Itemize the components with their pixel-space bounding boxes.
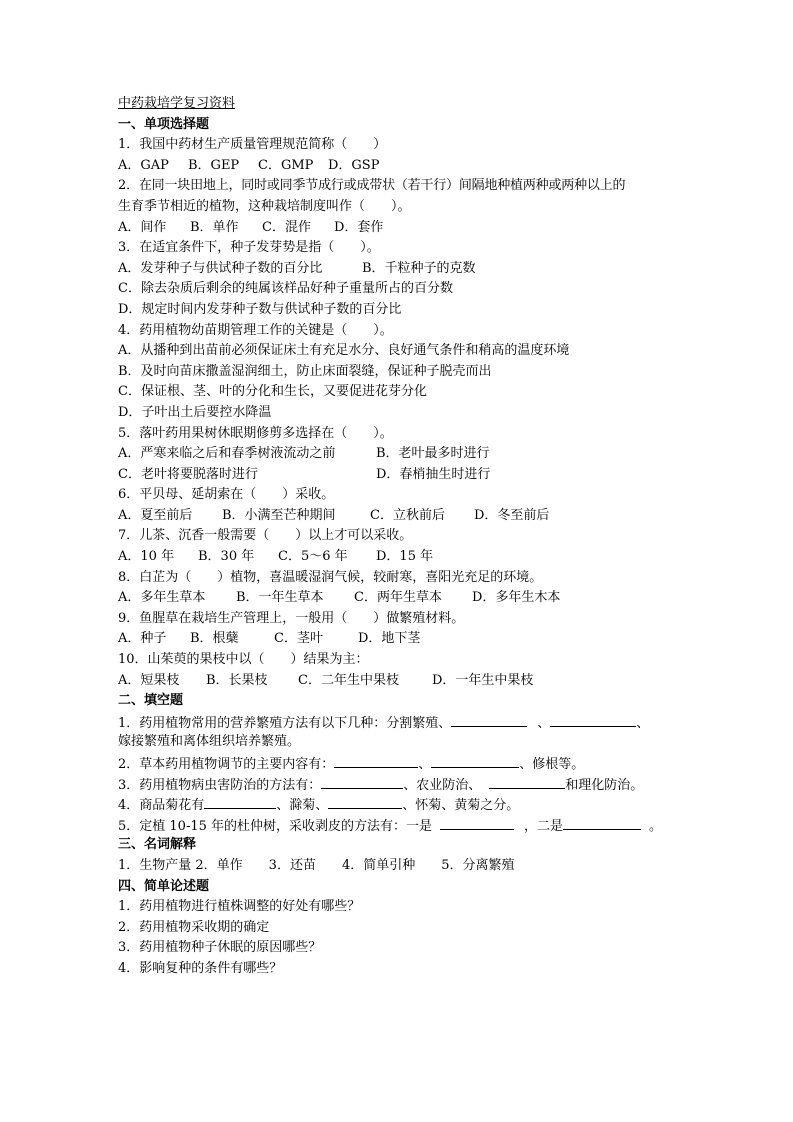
- option: A．10 年: [118, 549, 175, 565]
- question-text: ，二是: [524, 818, 564, 834]
- essay-question-2: 2．药用植物采收期的确定: [118, 919, 270, 935]
- option: A．GAP: [118, 157, 169, 173]
- option: C．立秋前后: [370, 507, 445, 523]
- essay-question-1: 1．药用植物进行植株调整的好处有哪些？: [118, 899, 361, 915]
- option: C．二年生中果枝: [298, 672, 399, 688]
- option: A．严寒来临之后和春季树液流动之前: [118, 446, 336, 462]
- question-9-options: [118, 629, 678, 650]
- option: C．两年生草本: [354, 590, 442, 606]
- option: B．30 年: [198, 549, 255, 565]
- question-text: 、: [418, 757, 432, 772]
- option: A．短果枝: [118, 672, 180, 688]
- question-text: 2．草本药用植物调节的主要内容有：: [118, 757, 335, 772]
- essay-question-4: 4．影响复种的条件有哪些？: [118, 960, 283, 976]
- option: B．及时向苗床撒盖湿润细土，防止床面裂缝，保证种子脱壳而出: [118, 363, 492, 379]
- essay-question-3: 3．药用植物种子休眠的原因哪些？: [118, 940, 322, 956]
- question-2-options: [118, 218, 678, 239]
- question-5-options-ab: [118, 444, 678, 465]
- question-7: 7．儿茶、沉香一般需要（ ）以上才可以采收。: [118, 528, 413, 544]
- section-heading-essay: 四、简单论述题: [118, 878, 210, 894]
- option: D．春梢抽生时进行: [376, 466, 491, 482]
- question-10: 10．山茱萸的果枝中以（ ）结果为主：: [118, 652, 369, 668]
- option: B．GEP: [188, 157, 240, 173]
- option: C．除去杂质后剩余的纯属该样品好种子重量所占的百分数: [118, 281, 453, 297]
- option: A．间作: [118, 219, 167, 235]
- answer-blank[interactable]: [334, 753, 418, 768]
- question-text: 3．药用植物病虫害防治的方法有：: [118, 777, 322, 793]
- option: A．夏至前后: [118, 507, 193, 523]
- question-7-options: [118, 547, 678, 568]
- option: B．根蘖: [190, 631, 239, 647]
- section-heading-fill-blank: 二、填空题: [118, 693, 184, 709]
- option: D．15 年: [376, 549, 434, 565]
- question-2-line-2: 生育季节相近的植物，这种栽培制度叫作（ ）。: [118, 198, 411, 214]
- option: D．冬至前后: [474, 507, 550, 523]
- document-title: 中药栽培学复习资料: [118, 96, 236, 111]
- option: A．发芽种子与供试种子数的百分比: [118, 260, 323, 276]
- question-text: 、怀菊、黄菊之分。: [402, 798, 520, 814]
- option: C．混作: [262, 219, 311, 235]
- question-6-options: [118, 506, 678, 527]
- option: B．老叶最多时进行: [376, 446, 490, 462]
- section-heading-terms: 三、名词解释: [118, 837, 197, 853]
- question-1-options: [118, 156, 678, 177]
- option: A．种子: [118, 631, 167, 647]
- option: A．多年生草本: [118, 590, 206, 606]
- answer-blank[interactable]: [321, 774, 403, 789]
- answer-blank[interactable]: [489, 774, 565, 789]
- question-8: 8．白芷为（ ）植物，喜温暖湿润气候，较耐寒，喜阳光充足的环境。: [118, 569, 543, 585]
- question-text: 、: [636, 715, 650, 731]
- question-9: 9．鱼腥草在栽培生产管理上，一般用（ ）做繁殖材料。: [118, 610, 465, 626]
- section-heading-single-choice: 一、单项选择题: [118, 116, 210, 132]
- answer-blank[interactable]: [550, 712, 636, 727]
- option: D．GSP: [328, 157, 380, 173]
- answer-blank[interactable]: [328, 794, 402, 809]
- question-2-line-1: 2．在同一块田地上，同时或同季节成行或成带状（若干行）间隔地种植两种或两种以上的: [118, 178, 626, 194]
- fill-question-1-cont: 嫁接繁殖和离体组织培养繁殖。: [118, 734, 301, 750]
- option: C．老叶将要脱落时进行: [118, 466, 258, 482]
- question-4: 4．药用植物幼苗期管理工作的关键是（ ）。: [118, 322, 393, 338]
- question-10-options: [118, 671, 678, 692]
- option: D．规定时间内发芽种子数与供试种子数的百分比: [118, 301, 402, 317]
- option: D．一年生中果枝: [432, 672, 534, 688]
- question-3-options-ab: [118, 259, 678, 280]
- option: B．长果枝: [206, 672, 268, 688]
- answer-blank[interactable]: [563, 815, 641, 830]
- document-page: [118, 94, 678, 980]
- question-3: 3．在适宜条件下，种子发芽势是指（ ）。: [118, 240, 380, 256]
- answer-blank[interactable]: [431, 753, 519, 768]
- answer-blank[interactable]: [204, 794, 276, 809]
- question-text: 和理化防治。: [565, 777, 644, 793]
- option: A．从播种到出苗前必须保证床土有充足水分、良好通气条件和稍高的温度环境: [118, 343, 570, 359]
- option: B．小满至芒种期间: [222, 507, 336, 523]
- option: D．套作: [334, 219, 384, 235]
- question-text: 、: [537, 715, 551, 731]
- option: C．保证根、茎、叶的分化和生长，又要促进花芽分化: [118, 384, 427, 400]
- question-1: 1．我国中药材生产质量管理规范简称（ ）: [118, 137, 387, 153]
- option: B．单作: [190, 219, 239, 235]
- option: D．子叶出土后要控水降温: [118, 404, 272, 420]
- question-6: 6．平贝母、延胡索在（ ）采收。: [118, 487, 335, 503]
- question-text: 。: [649, 818, 663, 834]
- question-5-options-cd: [118, 465, 678, 486]
- fill-question-4: [118, 794, 678, 815]
- option: C．GMP: [258, 157, 314, 173]
- question-text: 4．商品菊花有: [118, 798, 205, 814]
- question-text: 1．药用植物常用的营养繁殖方法有以下几种：分割繁殖、: [118, 715, 452, 731]
- option: B．一年生草本: [236, 590, 324, 606]
- question-text: 5．定植 10-15 年的杜仲树，采收剥皮的方法有：一是: [118, 818, 433, 834]
- answer-blank[interactable]: [451, 712, 527, 727]
- question-text: 、滁菊、: [276, 798, 329, 814]
- option: D．地下茎: [358, 631, 421, 647]
- option: C．茎叶: [274, 631, 323, 647]
- question-5: 5．落叶药用果树休眠期修剪多选择在（ ）。: [118, 425, 393, 441]
- question-text: 、农业防治、: [403, 777, 482, 793]
- terms-list: 1．生物产量 2．单作 3．还苗 4．简单引种 5．分离繁殖: [118, 857, 515, 873]
- option: D．多年生木本: [472, 590, 561, 606]
- option: B．千粒种子的克数: [362, 260, 476, 276]
- fill-question-1: [118, 712, 678, 733]
- question-8-options: [118, 588, 678, 609]
- fill-question-3: [118, 774, 678, 795]
- question-text: 、修根等。: [519, 757, 585, 772]
- fill-question-2: [118, 753, 678, 774]
- option: C．5～6 年: [278, 549, 348, 565]
- answer-blank[interactable]: [440, 815, 514, 830]
- fill-question-5: [118, 815, 678, 836]
